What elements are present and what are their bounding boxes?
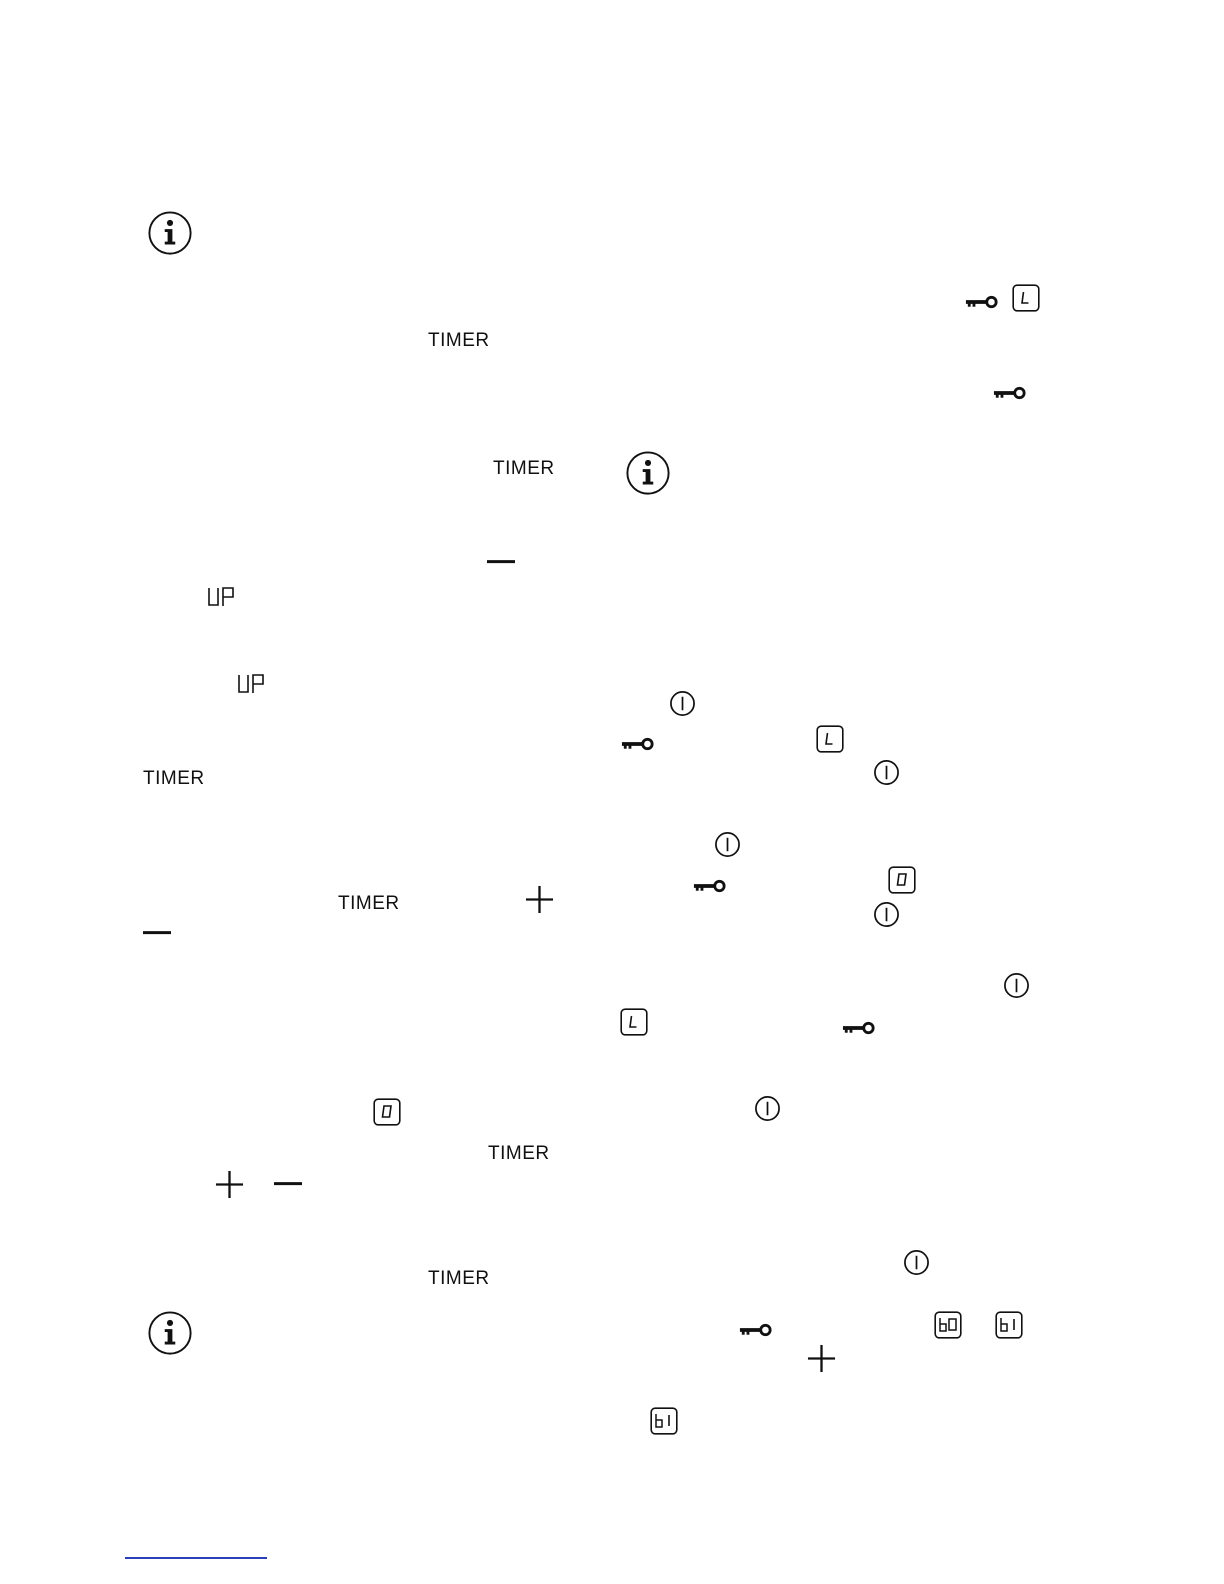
minus-icon — [274, 1181, 302, 1187]
display-b0-icon — [934, 1311, 962, 1339]
display-b1-icon — [650, 1407, 678, 1435]
minus-icon — [487, 559, 515, 565]
key-icon — [739, 1322, 773, 1338]
minus-icon — [143, 930, 171, 936]
power-icon — [1003, 972, 1030, 999]
display-up-icon — [207, 586, 237, 608]
key-icon — [965, 294, 999, 310]
plus-icon — [525, 885, 554, 914]
display-up-icon — [237, 673, 267, 695]
power-icon — [714, 831, 741, 858]
timer-label: TIMER — [338, 893, 400, 914]
info-icon — [147, 210, 193, 256]
power-icon — [873, 901, 900, 928]
display-l-icon — [1012, 284, 1040, 312]
power-icon — [903, 1249, 930, 1276]
footer-rule — [125, 1557, 267, 1559]
info-icon — [147, 1310, 193, 1356]
timer-label: TIMER — [493, 458, 555, 479]
plus-icon — [215, 1170, 244, 1199]
display-0-icon — [888, 866, 916, 894]
info-icon — [625, 450, 671, 496]
display-l-icon — [816, 725, 844, 753]
key-icon — [693, 878, 727, 894]
key-icon — [621, 736, 655, 752]
timer-label: TIMER — [428, 330, 490, 351]
display-b1-icon — [995, 1311, 1023, 1339]
plus-icon — [807, 1344, 836, 1373]
key-icon — [993, 385, 1027, 401]
timer-label: TIMER — [428, 1268, 490, 1289]
power-icon — [873, 759, 900, 786]
power-icon — [669, 690, 696, 717]
key-icon — [842, 1020, 876, 1036]
timer-label: TIMER — [488, 1143, 550, 1164]
timer-label: TIMER — [143, 768, 205, 789]
power-icon — [754, 1095, 781, 1122]
display-l-icon — [620, 1008, 648, 1036]
display-0-icon — [373, 1098, 401, 1126]
